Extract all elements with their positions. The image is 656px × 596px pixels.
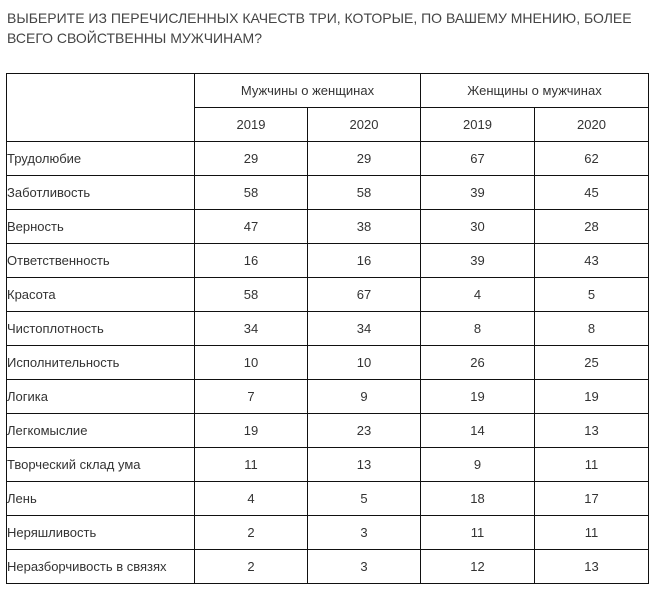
table-row [7,210,649,244]
quality-label: Логика [7,380,195,414]
quality-label: Верность [7,210,195,244]
percent-value: 29 [308,142,421,176]
table-row [7,550,649,584]
percent-value: 13 [535,414,649,448]
percent-value: 43 [535,244,649,278]
percent-value: 4 [195,482,308,516]
quality-label: Исполнительность [7,346,195,380]
quality-label: Легкомыслие [7,414,195,448]
percent-value: 13 [308,448,421,482]
percent-value: 30 [421,210,535,244]
percent-value: 11 [421,516,535,550]
percent-value: 67 [421,142,535,176]
percent-value: 12 [421,550,535,584]
table-row [7,142,649,176]
percent-value: 19 [195,414,308,448]
quality-label: Творческий склад ума [7,448,195,482]
percent-value: 11 [195,448,308,482]
percent-value: 23 [308,414,421,448]
table-row [7,244,649,278]
percent-value: 19 [535,380,649,414]
percent-value: 39 [421,244,535,278]
percent-value: 8 [535,312,649,346]
percent-value: 14 [421,414,535,448]
percent-value: 26 [421,346,535,380]
percent-value: 9 [421,448,535,482]
percent-value: 47 [195,210,308,244]
quality-label: Неразборчивость в связях [7,550,195,584]
quality-label: Красота [7,278,195,312]
survey-question-heading: ВЫБЕРИТЕ ИЗ ПЕРЕЧИСЛЕННЫХ КАЧЕСТВ ТРИ, КОТОРЫЕ, ПО ВАШЕМУ МНЕНИЮ, БОЛЕЕ ВСЕГО СВОЙСТВЕННЫ МУЖЧИНАМ? [7,10,632,46]
table-row [7,176,649,210]
table-row [7,414,649,448]
percent-value: 45 [535,176,649,210]
percent-value: 19 [421,380,535,414]
percent-value: 16 [308,244,421,278]
percent-value: 13 [535,550,649,584]
year-header: 2020 [535,108,649,142]
quality-label: Трудолюбие [7,142,195,176]
table-row [7,482,649,516]
percent-value: 10 [195,346,308,380]
table-row [7,448,649,482]
percent-value: 39 [421,176,535,210]
percent-value: 58 [195,278,308,312]
group-header-men-about-women: Мужчины о женщинах [195,74,421,108]
percent-value: 11 [535,448,649,482]
table-row [7,312,649,346]
survey-results-table [6,73,649,584]
percent-value: 3 [308,550,421,584]
percent-value: 28 [535,210,649,244]
percent-value: 4 [421,278,535,312]
percent-value: 62 [535,142,649,176]
percent-value: 58 [195,176,308,210]
year-header: 2020 [308,108,421,142]
percent-value: 58 [308,176,421,210]
quality-label: Ответственность [7,244,195,278]
quality-label: Лень [7,482,195,516]
percent-value: 29 [195,142,308,176]
table-row [7,380,649,414]
percent-value: 8 [421,312,535,346]
percent-value: 16 [195,244,308,278]
year-header: 2019 [195,108,308,142]
group-header-women-about-men: Женщины о мужчинах [421,74,649,108]
percent-value: 9 [308,380,421,414]
table-group-header-row [7,74,649,108]
percent-value: 17 [535,482,649,516]
table-row [7,516,649,550]
year-header: 2019 [421,108,535,142]
percent-value: 7 [195,380,308,414]
percent-value: 2 [195,516,308,550]
percent-value: 5 [535,278,649,312]
quality-label: Неряшливость [7,516,195,550]
percent-value: 2 [195,550,308,584]
empty-corner-cell [7,74,195,142]
percent-value: 11 [535,516,649,550]
percent-value: 10 [308,346,421,380]
quality-label: Чистоплотность [7,312,195,346]
percent-value: 3 [308,516,421,550]
percent-value: 18 [421,482,535,516]
table-body [7,142,649,584]
table-row [7,278,649,312]
percent-value: 67 [308,278,421,312]
percent-value: 34 [195,312,308,346]
percent-value: 38 [308,210,421,244]
quality-label: Заботливость [7,176,195,210]
percent-value: 25 [535,346,649,380]
table-row [7,346,649,380]
percent-value: 5 [308,482,421,516]
percent-value: 34 [308,312,421,346]
